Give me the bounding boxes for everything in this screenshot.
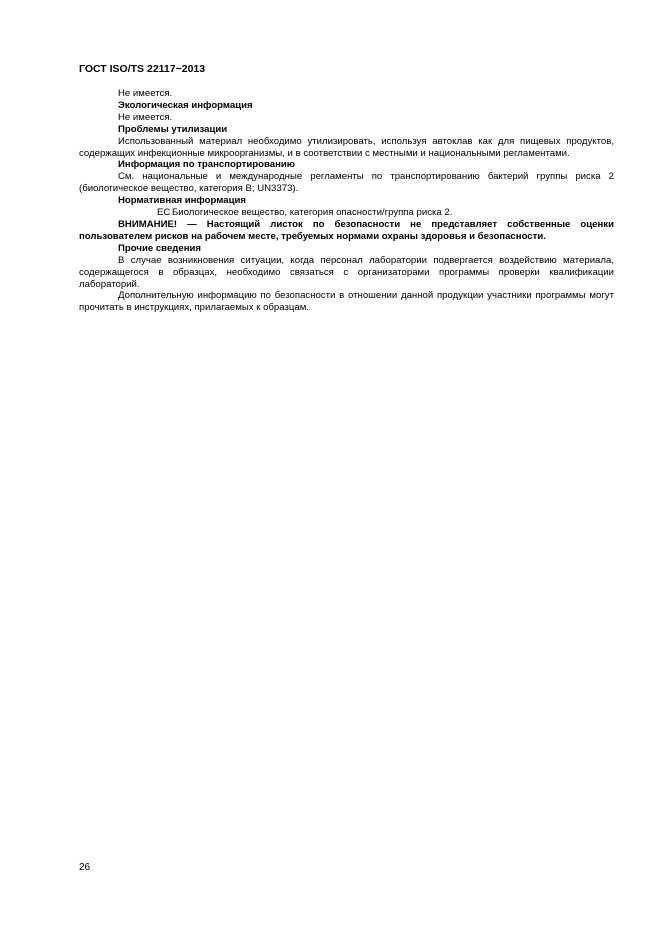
normative-code: ЕС [157, 207, 171, 219]
paragraph-other-info-1: В случае возникновения ситуации, когда персонал лаборатории подвергается воздействию материала, содержащегося в образцах, необходимо связаться с организаторами программы проверки квалификации лабораторий. [79, 254, 614, 290]
normative-text: Биологическое вещество, категория опасности/группа риска 2. [172, 207, 453, 219]
heading-ecological-info: Экологическая информация [118, 99, 253, 111]
heading-other-info: Прочие сведения [118, 242, 202, 254]
heading-transport: Информация по транспортированию [118, 159, 295, 171]
document-body [79, 88, 614, 314]
warning-paragraph: ВНИМАНИЕ! — Настоящий листок по безопасности не представляет собственные оценки пользователем рисков на рабочем месте, требуемых нормами охраны здоровья и безопасности. [79, 218, 614, 242]
paragraph-disposal: Использованный материал необходимо утилизировать, используя автоклав как для пищевых продуктов, содержащих инфекционные микроорганизмы, и в соответствии с местными и национальными регламентами. [79, 135, 614, 159]
page-number: 26 [79, 862, 91, 873]
document-header: ГОСТ ISO/TS 22117−2013 [79, 63, 206, 75]
paragraph-ecological-info: Не имеется. [118, 111, 173, 123]
paragraph-other-info-2: Дополнительную информацию по безопасности в отношении данной продукции участники программы могут прочитать в инструкциях, прилагаемых к образцам. [79, 290, 614, 314]
heading-normative: Нормативная информация [118, 195, 246, 207]
paragraph-transport: См. национальные и международные регламенты по транспортированию бактерий группы риска 2 (биологическое вещество, категория В; UN3373). [79, 171, 614, 195]
heading-disposal: Проблемы утилизации [118, 123, 228, 135]
paragraph-none: Не имеется. [118, 88, 173, 99]
paragraph-normative [79, 207, 614, 219]
